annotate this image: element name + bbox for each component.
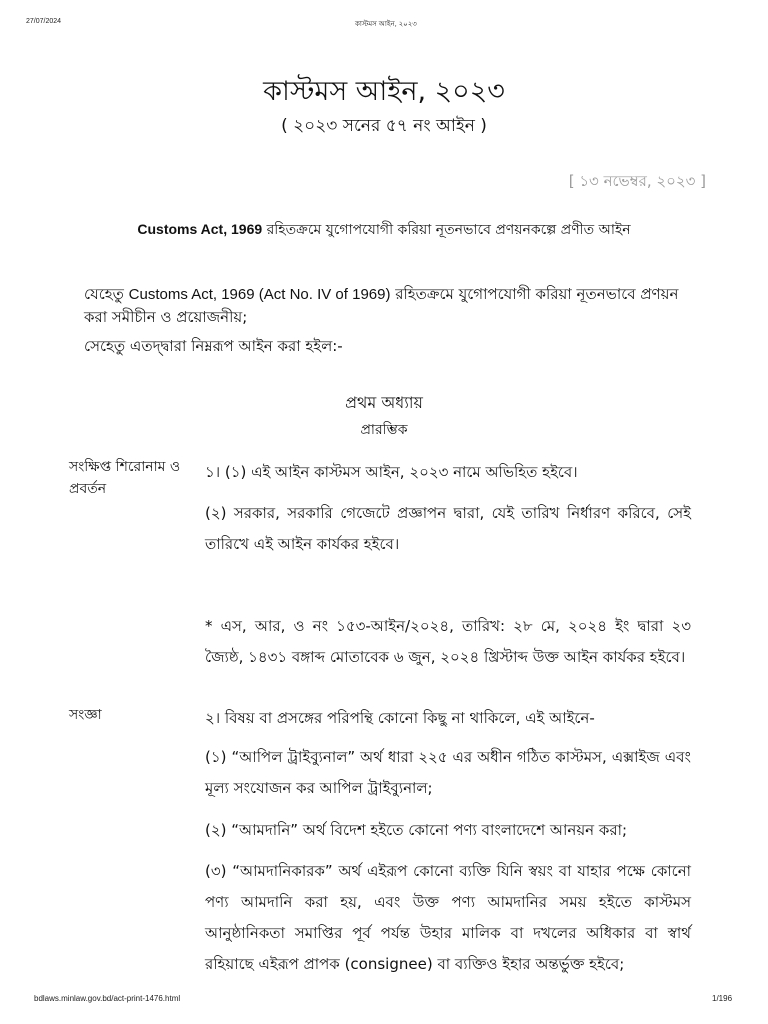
definition-appellate-tribunal: (১) “আপিল ট্রাইব্যুনাল” অর্থ ধারা ২২৫ এর অধীন গঠিত কাস্টমস, এক্সাইজ এবং মূল্য সংযোজন কর আপিল ট্রাইব্যুনাল; (205, 748, 691, 797)
section-2-intro: ২। বিষয় বা প্রসঙ্গের পরিপন্থি কোনো কিছু না থাকিলে, এই আইনে- (205, 709, 595, 727)
section-2-margin-note: সংজ্ঞা (69, 707, 102, 723)
long-title-text: রহিতক্রমে যুগোপযোগী করিয়া নূতনভাবে প্রণয়নকল্পে প্রণীত আইন (262, 222, 631, 238)
preamble-enactment: সেহেতু এতদ্দ্বারা নিম্নরূপ আইন করা হইল:- (84, 337, 343, 355)
long-title-act-ref: Customs Act, 1969 (137, 221, 263, 237)
print-date: 27/07/2024 (26, 18, 62, 25)
preamble-whereas-start: যেহেতু (84, 285, 129, 303)
preamble-whereas (84, 283, 704, 329)
preamble-whereas-end: রহিতক্রমে যুগোপযোগী করিয়া নূতনভাবে প্রণয়ন করা সমীচীন ও প্রয়োজনীয়; (84, 285, 679, 326)
definition-importer: (৩) “আমদানিকারক” অর্থ এইরূপ কোনো ব্যক্তি যিনি স্বয়ং বা যাহার পক্ষে কোনো পণ্য আমদানি করা হয়, এবং উক্ত পণ্য আমদানির সময় হইতে কাস্টমস আনুষ্ঠানিকতা সমাপ্তির পূর্ব পর্যন্ত উহার মালিক বা দখলের অধিকার বা স্বার্থ রহিয়াছে এইরূপ প্রাপক (consignee) বা ব্যক্তিও ইহার অন্তর্ভুক্ত হইবে; (205, 862, 691, 973)
act-number: ( ২০২৩ সনের ৫৭ নং আইন ) (281, 116, 487, 136)
chapter-subtitle: প্রারম্ভিক (360, 422, 408, 438)
page-number: 1/196 (712, 994, 733, 1003)
definition-import: (২) “আমদানি” অর্থ বিদেশ হইতে কোনো পণ্য বাংলাদেশে আনয়ন করা; (205, 821, 628, 839)
section-1-subsection-2: (২) সরকার, সরকারি গেজেটে প্রজ্ঞাপন দ্বারা, যেই তারিখ নির্ধারণ করিবে, সেই তারিখে এই আইন কার্যকর হইবে। (205, 504, 691, 553)
section-1-footnote: * এস, আর, ও নং ১৫৩-আইন/২০২৪, তারিখ: ২৮ মে, ২০২৪ ইং দ্বারা ২৩ জ্যৈষ্ঠ, ১৪৩১ বঙ্গাব্দ মোতাবেক ৬ জুন, ২০২৪ খ্রিস্টাব্দ উক্ত আইন কার্যকর হইবে। (205, 617, 691, 666)
preamble-act-ref: Customs Act, 1969 (Act No. IV of 1969) (128, 286, 391, 303)
section-1-subsection-1: ১। (১) এই আইন কাস্টমস আইন, ২০২৩ নামে অভিহিত হইবে। (205, 463, 578, 481)
long-title (0, 218, 768, 241)
act-title: কাস্টমস আইন, ২০২৩ (263, 76, 505, 107)
print-page-title: কাস্টমস আইন, ২০২৩ (355, 21, 417, 28)
section-1-margin-note: সংক্ষিপ্ত শিরোনাম ও প্রবর্তন (69, 459, 181, 497)
act-date: [ ১৩ নভেম্বর, ২০২৩ ] (568, 172, 706, 190)
source-url: bdlaws.minlaw.gov.bd/act-print-1476.html (34, 994, 181, 1003)
chapter-title: প্রথম অধ্যায় (345, 393, 423, 412)
